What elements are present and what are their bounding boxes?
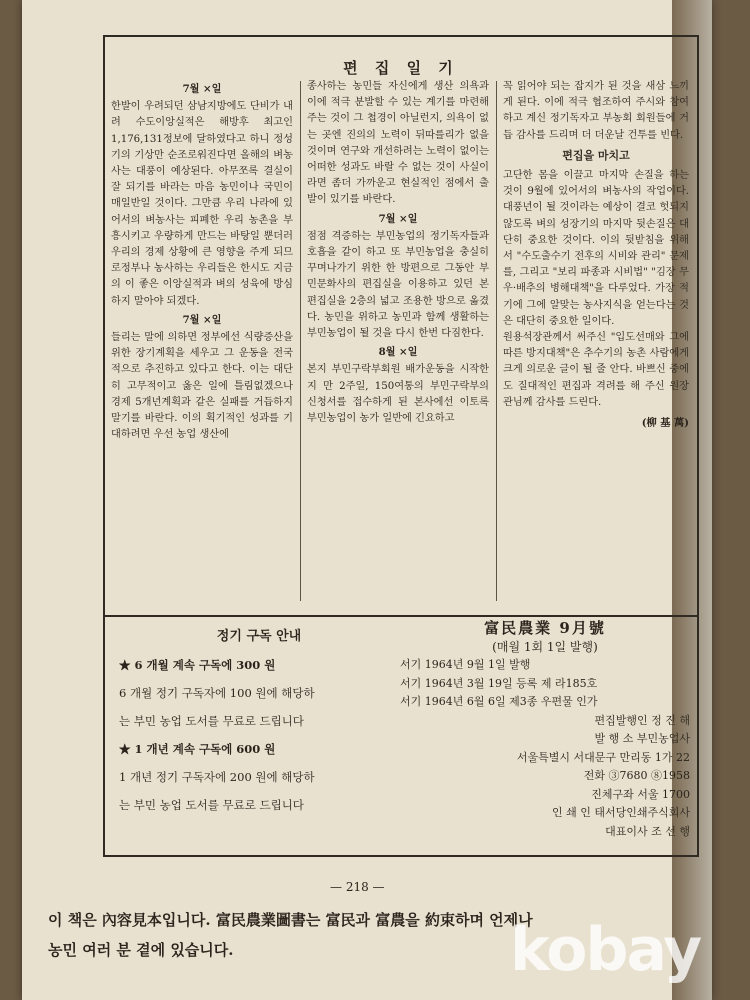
page-number: — 218 — (330, 880, 385, 894)
diary-date: 7월 ×일 (378, 212, 418, 225)
magazine-page (22, 0, 712, 1000)
diary-paragraph: 본지 부민구락부회원 배가운동을 시작한지 만 2주일, 150여통의 부민구락부의 신청서를 접수하게 된 본사에선 이토록 부민농업이 농가 일반에 긴요하고 (307, 364, 489, 425)
diary-paragraph: 종사하는 농민들 자신에게 생산 의욕과 이에 적극 분발할 수 있는 계기를 마련해 주는 것이 그 첩경이 아닐런지, 의욕이 없는 곳엔 진의의 노력이 뒤따를리가 없을 것이며 연구와 개선하려는 노력이 없이는 어떠한 성과도 바랄 수 없는 것이 사실이라면 좀더 가까운고 현실적인 점에서 출발이 있기를 바란다. (307, 81, 489, 206)
colophon-line: 전화 ③7680 ⑧1958 (583, 769, 690, 782)
diary-title: 편 집 일 기 (343, 59, 459, 77)
kobay-watermark-logo: kobay (510, 915, 701, 985)
subscription-title: 정기 구독 안내 (216, 629, 302, 644)
editorial-diary-box (103, 35, 699, 617)
colophon-line: 대표이사 조 선 행 (605, 824, 690, 838)
diary-paragraph: 원용석장관께서 써주신 "입도선매와 그에 따른 방지대책"은 추수기의 농촌 사람에게 크게 의로운 글이 될 줄 안다. 바쁘신 중에도 질대적인 편집과 격려를 해 주신 원장관님께 감사를 드린다. (503, 332, 689, 408)
subscription-text: 1 개년 정기 구독자에 200 원에 해당하 (119, 770, 315, 784)
colophon-title: 富民農業 9月號 (484, 619, 606, 637)
diary-paragraph: 한발이 우려되던 삼남지방에도 단비가 내려 수도이앙실적은 해방후 최고인 1,176,131정보에 달하였다고 하니 정성기의 기상만 순조로워진다면 올해의 벼농사는 대풍이 예상된다. 아무쪼록 결실이 잘 되기를 바라는 마음 농민이나 국민이 매일반일 것이다. 그만큼 우리 나라에 있어서의 벼농사는 피폐한 우리 농촌을 부흥시키고 우량하게 만드는 바탕일 뿐더러 우리의 경제 상황에 큰 영향을 주게 되므로정부나 농사하는 우리들은 한시도 지금의 이 좋은 이앙실적과 벼의 성육에 방심하지 말아야 되겠다. (111, 101, 293, 307)
colophon (400, 619, 690, 841)
diary-paragraph: 들리는 말에 의하면 정부에선 식량증산을 위한 장기계획을 세우고 그 운동을 전국적으로 추진하고 있다고 한다. 이는 대단히 고무적이고 옳은 일에 틀림없겠으나 경제 5개년계획과 같은 실패를 거듭하지 말기를 바란다. 이의 획기적인 성과를 기대하려면 우선 농업 생산에 (111, 332, 293, 441)
diary-paragraph: 꼭 읽어야 되는 잡지가 된 것을 새삼 느끼게 된다. 이에 적극 협조하여 주시와 참여하고 계신 정기독자고 부농회 회원들에 거듭 감사를 드리며 더 더운날 건투를 빈다. (503, 81, 689, 141)
diary-date: 8월 ×일 (378, 346, 418, 359)
colophon-line: 인 쇄 인 태서당인쇄주식회사 (551, 806, 690, 819)
colophon-line: 서기 1964년 3월 19일 등록 제 라185호 (400, 676, 598, 690)
diary-date: 7월 ×일 (182, 83, 222, 95)
editor-signature: (柳 基 萬) (641, 417, 689, 430)
colophon-line: 서기 1964년 6월 6일 제3종 우편물 인가 (400, 695, 598, 708)
diary-column-3 (503, 79, 689, 604)
diary-date: 7월 ×일 (182, 313, 222, 326)
diary-column-2 (307, 79, 489, 604)
colophon-line: 서기 1964년 9월 1일 발행 (400, 658, 531, 671)
diary-paragraph: 고단한 몸을 이끌고 마지막 손질을 하는 것이 9월에 있어서의 벼농사의 작업이다. 대풍년이 될 것이라는 예상이 결코 헛되지 않도록 벼의 성장기의 마지막 뒷손질은 대단히 중요한 것이다. 이의 뒷받침을 위해서 "수도출수기 전후의 시비와 관리" 문제를, 그리고 "보리 파종과 시비법" "김장 무우·배추의 병해대책"을 다루었다. 가장 적기에 그에 알맞는 농사지식을 얻는다는 것은 대단히 중요한 일이다. (503, 170, 689, 327)
column-divider (496, 81, 497, 601)
footer-line: 농민 여러 분 곁에 있습니다. (48, 941, 234, 959)
subscription-offer: ★ 6 개월 계속 구독에 300 원 (119, 658, 276, 672)
colophon-line: 서울특별시 서대문구 만리동 1가 22 (516, 750, 690, 764)
info-box (103, 615, 699, 857)
diary-paragraph: 점점 격증하는 부민농업의 정기독자들과 호흡을 같이 하고 또 부민농업을 충실히 꾸며나가기 위한 한 방편으로 그동안 부민문화사의 편집실을 이용하고 있던 본 편집실을 2층의 넓고 조용한 방으로 옮겼다. 농민을 위하고 농민과 함께 생활하는 부민농업이 될 것을 다시 한번 다짐한다. (307, 230, 489, 340)
diary-column-1 (111, 79, 293, 604)
colophon-line: 편집발행인 정 진 해 (594, 713, 690, 727)
colophon-frequency: (매월 1회 1일 발행) (492, 639, 598, 654)
colophon-line: 발 행 소 부민농업사 (594, 732, 690, 745)
subscription-text: 는 부민 농업 도서를 무료로 드립니다 (119, 798, 304, 812)
subscription-offer: ★ 1 개년 계속 구독에 600 원 (119, 742, 276, 756)
subscription-guide (119, 623, 399, 819)
subscription-text: 6 개월 정기 구독자에 100 원에 해당하 (119, 686, 315, 700)
subscription-text: 는 부민 농업 도서를 무료로 드립니다 (119, 714, 304, 728)
section-subtitle: 편집을 마치고 (562, 148, 630, 162)
footer-line: 이 책은 內容見本입니다. 富民農業圖書는 富民과 富農을 約束하며 언제나 (48, 911, 533, 929)
colophon-line: 진체구좌 서울 1700 (591, 787, 690, 801)
column-divider (300, 81, 301, 601)
